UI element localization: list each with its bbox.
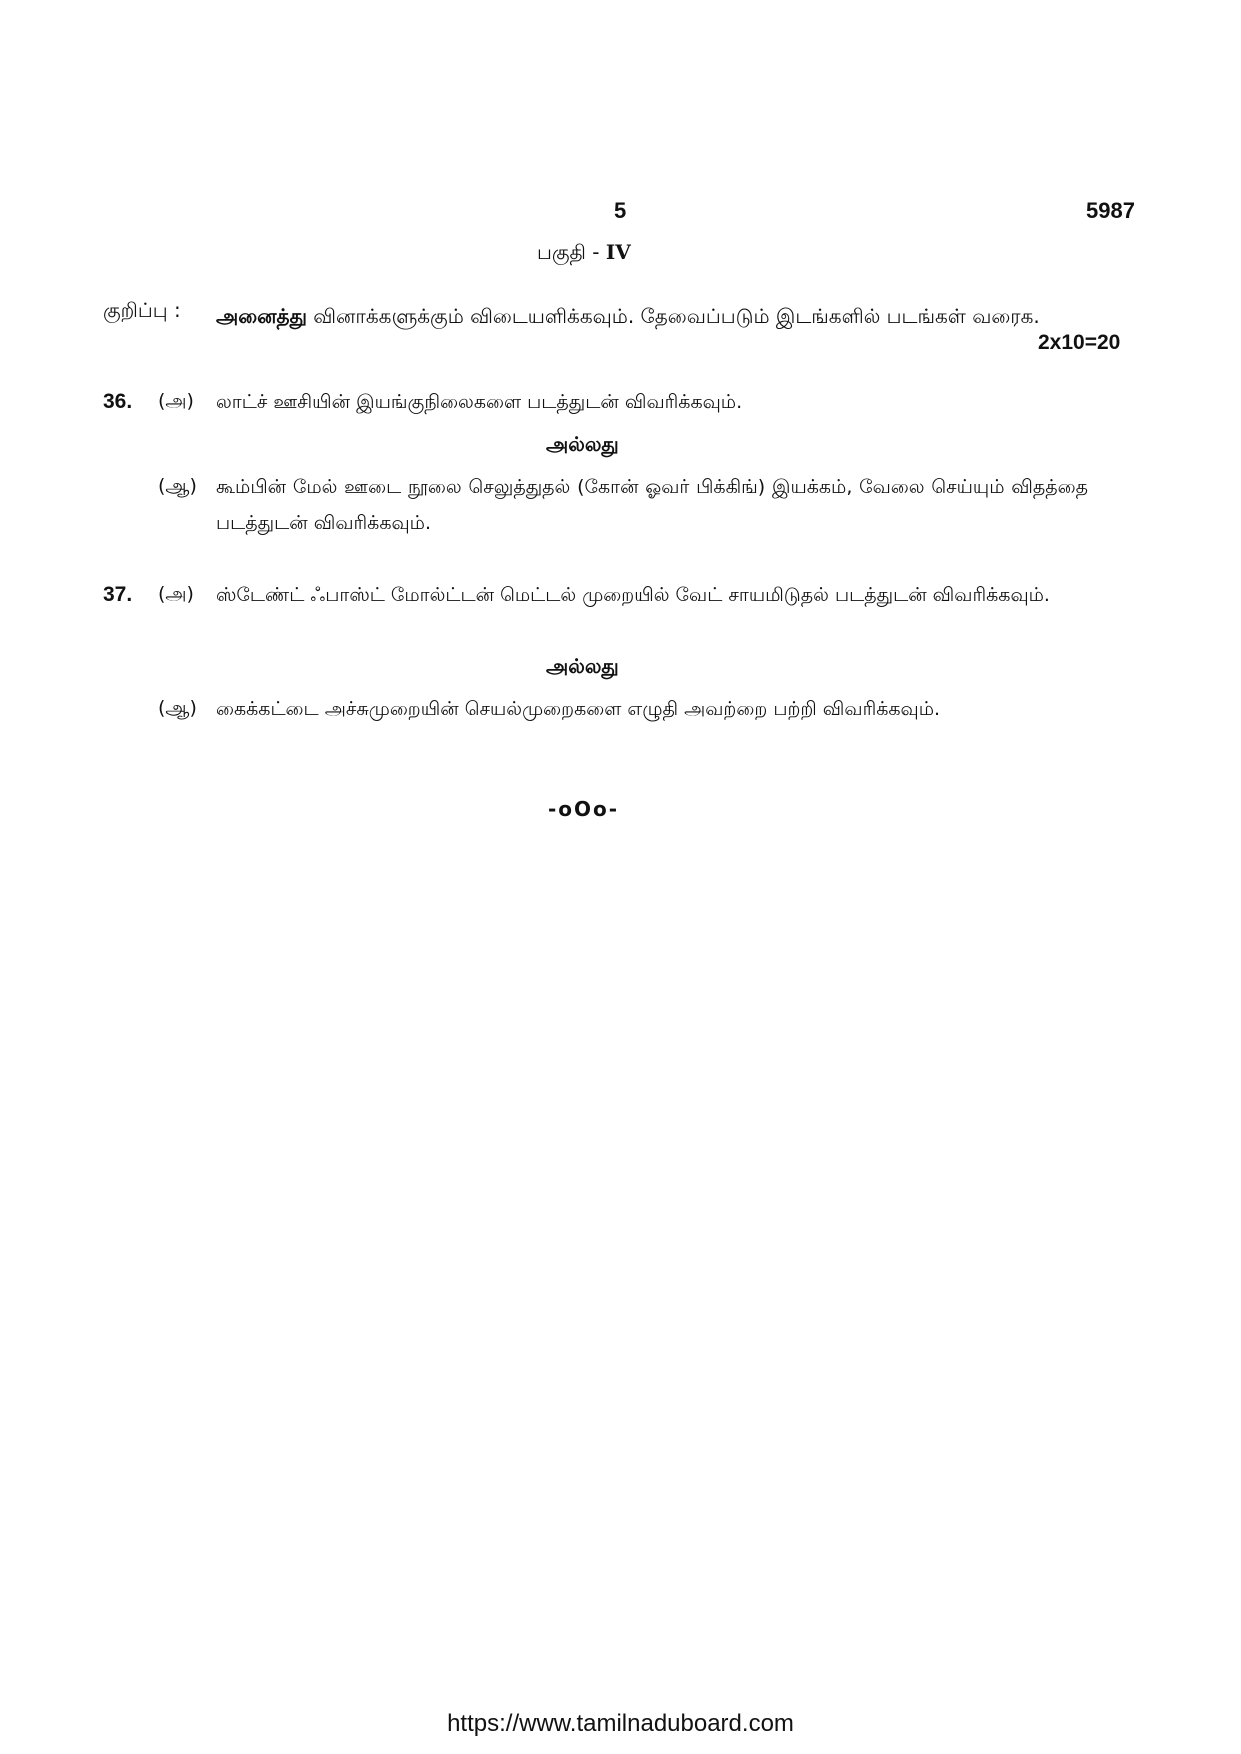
or-label: அல்லது	[546, 432, 619, 456]
marks-allocation: 2x10=20	[1038, 331, 1121, 354]
question-number: 36.	[103, 390, 133, 413]
question-number: 37.	[103, 583, 133, 606]
option-text: கூம்பின் மேல் ஊடை நூலை செலுத்துதல் (கோன் ஓவர் பிக்கிங்) இயக்கம், வேலை செய்யும் விதத்தை படத்துடன் விவரிக்கவும்.	[216, 476, 1088, 534]
page-number: 5	[614, 198, 627, 223]
note-label: குறிப்பு :	[103, 298, 181, 322]
option-text: ஸ்டேண்ட் ஃபாஸ்ட் மோல்ட்டன் மெட்டல் முறையில் வேட் சாயமிடுதல் படத்துடன் விவரிக்கவும்.	[216, 584, 1050, 606]
option-label: (அ)	[158, 583, 194, 605]
option-text: கைக்கட்டை அச்சுமுறையின் செயல்முறைகளை எழுதி அவற்றை பற்றி விவரிக்கவும்.	[216, 698, 941, 720]
option-label: (ஆ)	[158, 475, 197, 497]
note-text: வினாக்களுக்கும் விடையளிக்கவும். தேவைப்படும் இடங்களில் படங்கள் வரைக.	[313, 304, 1040, 328]
note-body	[216, 298, 1088, 334]
paper-code: 5987	[1086, 198, 1135, 223]
note-emphasis: அனைத்து	[216, 304, 307, 328]
option-text: லாட்ச் ஊசியின் இயங்குநிலைகளை படத்துடன் விவரிக்கவும்.	[216, 391, 743, 413]
part-label: பகுதி -	[537, 240, 606, 264]
part-roman: IV	[605, 240, 631, 264]
part-title	[537, 240, 631, 267]
option-label: (அ)	[158, 390, 194, 412]
or-label: அல்லது	[546, 654, 619, 678]
option-label: (ஆ)	[158, 697, 197, 719]
footer-url[interactable]: https://www.tamilnaduboard.com	[447, 1710, 794, 1737]
end-mark: -oOo-	[548, 797, 620, 821]
